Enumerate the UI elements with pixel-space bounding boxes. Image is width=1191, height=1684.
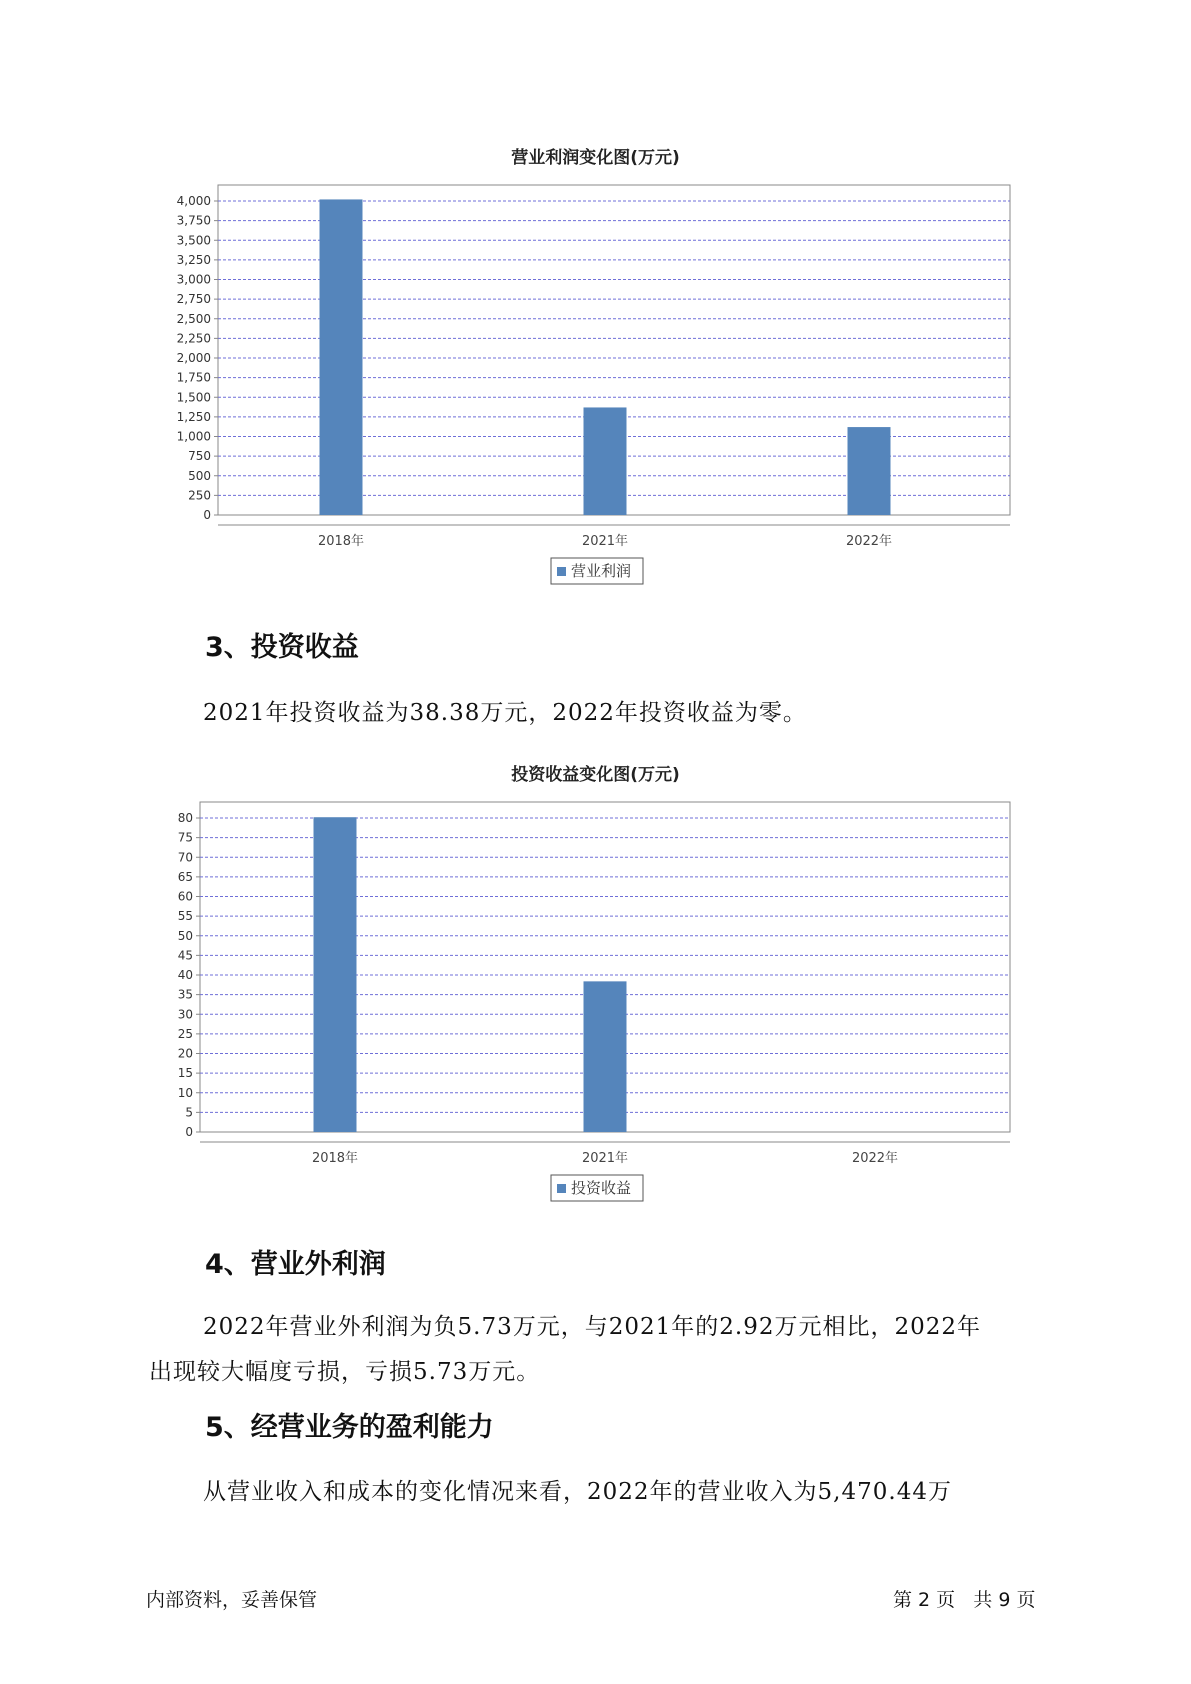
y-tick-label: 0 — [203, 508, 211, 522]
y-tick-label: 30 — [177, 1007, 193, 1022]
y-tick-label: 2,500 — [176, 311, 211, 326]
bar-2018年 — [314, 817, 357, 1132]
y-tick-label: 3,000 — [176, 272, 211, 287]
x-tick-label: 2021年 — [581, 1151, 629, 1166]
section-heading-3: 3、投资收益 — [205, 632, 359, 663]
y-tick-label: 35 — [177, 987, 193, 1002]
y-tick-label: 15 — [177, 1066, 193, 1081]
bar-2021年 — [584, 981, 627, 1132]
y-tick-label: 3,500 — [176, 233, 211, 248]
chart-title-profit: 营业利润变化图(万元) — [511, 148, 680, 168]
y-tick-label: 70 — [177, 850, 193, 865]
x-tick-label: 2021年 — [581, 534, 629, 549]
x-tick-label: 2018年 — [311, 1151, 359, 1166]
y-tick-label: 40 — [177, 968, 193, 982]
y-tick-label: 2,250 — [176, 331, 211, 346]
y-tick-label: 4,000 — [176, 194, 211, 208]
chart-title-invest: 投资收益变化图(万元) — [511, 765, 680, 785]
x-tick-label: 2018年 — [317, 534, 365, 549]
x-tick-label: 2022年 — [851, 1151, 899, 1166]
footer-page-number: 第 2 页 共 9 页 — [893, 1589, 1036, 1611]
section-heading-4: 4、营业外利润 — [205, 1249, 386, 1280]
legend-swatch — [557, 1184, 566, 1193]
y-tick-label: 3,250 — [176, 252, 211, 267]
y-tick-label: 5 — [185, 1105, 193, 1120]
section-5-paragraph-line1: 从营业收入和成本的变化情况来看，2022年的营业收入为5,470.44万 — [203, 1479, 952, 1505]
y-tick-label: 25 — [177, 1026, 193, 1041]
y-tick-label: 55 — [177, 909, 193, 924]
y-tick-label: 1,500 — [176, 390, 211, 405]
y-tick-label: 0 — [185, 1125, 193, 1139]
y-tick-label: 75 — [177, 830, 193, 845]
y-tick-label: 2,000 — [176, 351, 211, 365]
y-tick-label: 250 — [188, 488, 211, 503]
y-tick-label: 1,000 — [176, 429, 211, 444]
section-4-paragraph-line2: 出现较大幅度亏损，亏损5.73万元。 — [149, 1359, 541, 1385]
y-tick-label: 65 — [177, 869, 193, 884]
y-tick-label: 3,750 — [176, 213, 211, 228]
x-tick-label: 2022年 — [845, 534, 893, 549]
y-tick-label: 50 — [177, 928, 193, 943]
legend-label: 营业利润 — [571, 562, 632, 580]
y-tick-label: 1,250 — [176, 409, 211, 424]
y-tick-label: 45 — [177, 948, 193, 963]
section-4-paragraph-line1: 2022年营业外利润为负5.73万元，与2021年的2.92万元相比，2022年 — [203, 1314, 982, 1340]
legend-label: 投资收益 — [571, 1179, 632, 1197]
y-tick-label: 1,750 — [176, 370, 211, 385]
footer-confidential-note: 内部资料，妥善保管 — [146, 1589, 318, 1611]
y-tick-label: 750 — [188, 449, 211, 464]
section-heading-5: 5、经营业务的盈利能力 — [205, 1412, 494, 1443]
y-tick-label: 500 — [188, 468, 211, 483]
y-tick-label: 2,750 — [176, 292, 211, 307]
y-tick-label: 60 — [177, 889, 193, 904]
y-tick-label: 10 — [177, 1085, 193, 1100]
section-3-paragraph: 2021年投资收益为38.38万元，2022年投资收益为零。 — [203, 700, 807, 726]
y-tick-label: 20 — [177, 1046, 193, 1061]
y-tick-label: 80 — [177, 811, 193, 825]
